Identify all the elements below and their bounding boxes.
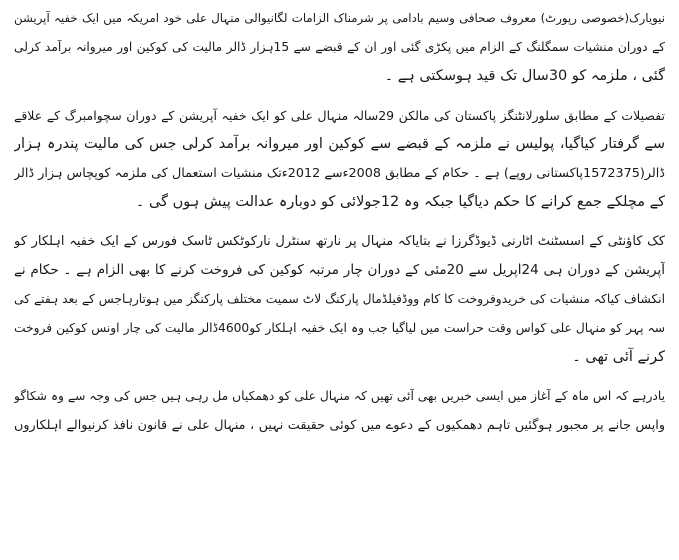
text-line: سہ پہر کو منہال علی کواس وقت حراست میں لیاگیا جب وہ ایک خفیہ اہلکار کو4600ڈالر مالیت کی چار اونس کوکین فروخت bbox=[14, 321, 665, 335]
text-line: واپس جانے پر مجبور ہوگئیں تاہم دھمکیوں کے دعوے میں کوئی حقیقت نہیں ، منہال علی نے قانون نافذ کرنیوالے اہلکاروں bbox=[14, 418, 665, 433]
text-line: گئی ، ملزمہ کو 30سال تک قید ہوسکتی ہے ۔ bbox=[384, 68, 665, 84]
paragraph-3 bbox=[14, 227, 665, 372]
text-line: کک کاؤنٹی کے اسسٹنٹ اٹارنی ڈیوڈگرزا نے بتایاکہ منہال پر نارتھ سنٹرل نارکوٹکس ٹاسک فورس کے ایک خفیہ اہلکار کو bbox=[14, 234, 665, 249]
text-line: آپریشن کے دوران ہی 24اپریل سے 20مئی کے دوران چار مرتبہ کوکین کی فروخت کرنے کا بھی الزام ہے ۔ حکام نے bbox=[14, 262, 665, 278]
paragraph-4 bbox=[14, 382, 665, 440]
text-line: کرنے آئی تھی ۔ bbox=[572, 349, 665, 365]
text-line: نیویارک(خصوصی رپورٹ) معروف صحافی وسیم بادامی پر شرمناک الزامات لگانیوالی منہال علی خود امریکہ میں ایک خفیہ آپریشن bbox=[14, 11, 665, 25]
text-line: انکشاف کیاکہ منشیات کی خریدوفروخت کا کام ووڈفیلڈمال پارکنگ لاٹ سمیت مختلف پارکنگز میں ہوتارہاجس کے بعد ہفتے کی bbox=[14, 292, 665, 306]
text-line: یادرہے کہ اس ماہ کے آغاز میں ایسی خبریں بھی آئی تھیں کہ منہال علی کو دھمکیاں مل رہی ہیں جس کی وجہ سے وہ شکاگو bbox=[14, 389, 665, 403]
text-line: ڈالر(1572375پاکستانی روپے) ہے ۔ حکام کے مطابق 2008ءسے 2012ءتک منشیات استعمال کی ملزمہ کوپچاس ہزار ڈالر bbox=[14, 166, 665, 181]
text-line: کے مچلکے جمع کرانے کا حکم دیاگیا جبکہ وہ 12جولائی کو دوبارہ عدالت پیش ہوں گی ۔ bbox=[135, 194, 665, 210]
paragraph-2 bbox=[14, 101, 665, 217]
text-line: تفصیلات کے مطابق سلورلانٹنگز پاکستان کی مالکن 29سالہ منہال علی کو ایک خفیہ آپریشن کے دوران سچوامبرگ کے علاقے bbox=[14, 108, 665, 123]
text-line: کے دوران منشیات سمگلنگ کے الزام میں پکڑی گئی اور ان کے قبضے سے 15ہزار ڈالر مالیت کی کوکین اور میروانہ برآمد کرلی bbox=[14, 40, 665, 54]
paragraph-1 bbox=[14, 4, 665, 91]
text-line: سے گرفتار کیاگیا، پولیس نے ملزمہ کے قبضے سے کوکین اور میروانہ برآمد کرلی جس کی مالیت پندرہ ہزار bbox=[14, 136, 665, 152]
